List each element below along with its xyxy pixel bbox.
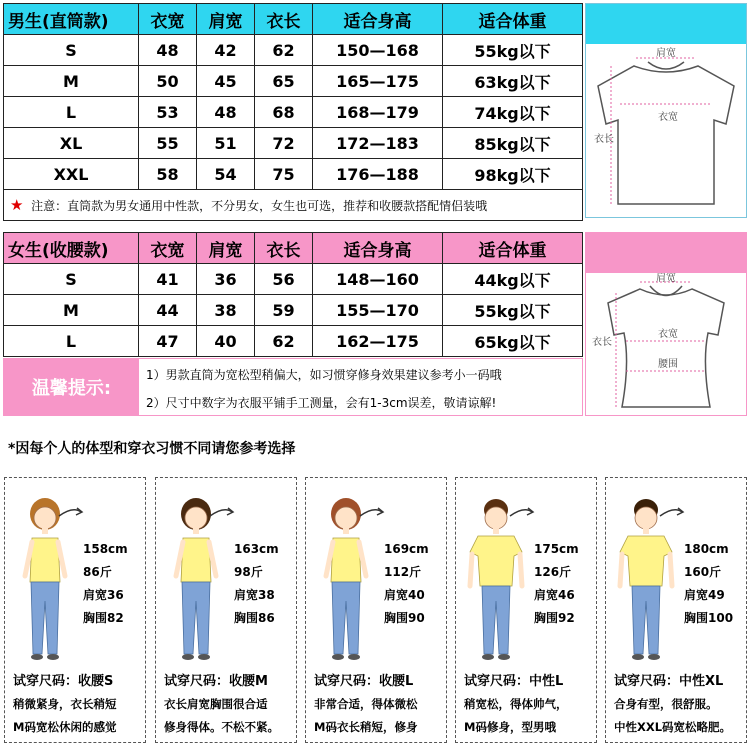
- model-caption: [314, 670, 444, 739]
- men-note-row: [4, 190, 583, 221]
- model-stats: [534, 538, 579, 630]
- model-stats: [234, 538, 279, 630]
- women-diagram-shoulder: 肩宽: [656, 273, 676, 284]
- model-size: 试穿尺码：收腰M: [164, 674, 268, 689]
- model-card: [455, 477, 597, 743]
- men-table-cell: 168—179: [313, 97, 443, 128]
- men-table-cell: 45: [197, 66, 255, 97]
- model-weight: 112斤: [384, 565, 422, 579]
- women-diagram-width: 衣宽: [658, 329, 678, 340]
- women-shirt-diagram: [585, 232, 747, 416]
- model-comment-1: 稍微紧身，衣长稍短: [13, 697, 117, 711]
- women-diagram-header: [586, 233, 746, 273]
- model-shoulder: 肩宽49: [684, 588, 725, 602]
- men-header-width: 衣宽: [139, 4, 197, 35]
- tips-label: 温馨提示:: [4, 359, 139, 415]
- women-size-table: [3, 232, 583, 357]
- model-height: 158cm: [83, 542, 128, 556]
- women-table-row: [4, 264, 583, 295]
- women-table-cell: 40: [197, 326, 255, 357]
- men-table-row: [4, 35, 583, 66]
- men-size-table: [3, 3, 583, 221]
- men-table-cell: 172—183: [313, 128, 443, 159]
- men-table-cell: 75: [255, 159, 313, 190]
- men-table-cell: 55kg以下: [443, 35, 583, 66]
- men-table-cell: 48: [139, 35, 197, 66]
- model-shoulder: 肩宽36: [83, 588, 124, 602]
- men-table-row: [4, 128, 583, 159]
- men-table-cell: 53: [139, 97, 197, 128]
- men-table-cell: 98kg以下: [443, 159, 583, 190]
- model-card: [305, 477, 447, 743]
- model-stats: [384, 538, 429, 630]
- model-size: 试穿尺码：中性L: [464, 674, 564, 689]
- model-comment-2: 中性XXL码宽松略肥。: [614, 720, 732, 734]
- model-weight: 160斤: [684, 565, 722, 579]
- model-card: [605, 477, 747, 743]
- women-diagram-length: 衣长: [592, 337, 612, 348]
- model-comment-1: 稍宽松，得体帅气，: [464, 697, 568, 711]
- men-table-cell: 62: [255, 35, 313, 66]
- men-table-cell: 48: [197, 97, 255, 128]
- men-shirt-diagram: [585, 3, 747, 218]
- model-stats: [684, 538, 733, 630]
- model-card: [4, 477, 146, 743]
- model-height: 175cm: [534, 542, 579, 556]
- model-height: 169cm: [384, 542, 429, 556]
- women-header-shoulder: 肩宽: [197, 233, 255, 264]
- men-table-cell: 54: [197, 159, 255, 190]
- men-table-row: [4, 159, 583, 190]
- star-icon: ★: [10, 196, 24, 214]
- model-comment-2: M码宽松休闲的感觉: [13, 720, 117, 734]
- women-table-cell: 38: [197, 295, 255, 326]
- model-chest: 胸围82: [83, 611, 124, 625]
- men-table-cell: 165—175: [313, 66, 443, 97]
- women-header-length: 衣长: [255, 233, 313, 264]
- women-header-style: 女生(收腰款): [4, 233, 139, 264]
- women-tshirt-icon: [586, 273, 746, 415]
- women-table-cell: 56: [255, 264, 313, 295]
- tip-line-1: 1）男款直筒为宽松型稍偏大，如习惯穿修身效果建议参考小一码哦: [146, 368, 502, 382]
- model-shoulder: 肩宽46: [534, 588, 575, 602]
- model-comment-2: M码修身，型男哦: [464, 720, 556, 734]
- women-table-row: [4, 295, 583, 326]
- women-header-width: 衣宽: [139, 233, 197, 264]
- women-table-header: [4, 233, 583, 264]
- men-diagram-header: [586, 4, 746, 44]
- men-table-header: [4, 4, 583, 35]
- men-table-cell: XXL: [4, 159, 139, 190]
- women-table-cell: 155—170: [313, 295, 443, 326]
- model-shoulder: 肩宽40: [384, 588, 425, 602]
- men-header-weight: 适合体重: [443, 4, 583, 35]
- women-table-cell: S: [4, 264, 139, 295]
- men-diagram-width: 衣宽: [658, 112, 678, 123]
- men-table-cell: 72: [255, 128, 313, 159]
- women-header-weight: 适合体重: [443, 233, 583, 264]
- model-comment-2: 修身得体。不松不紧。: [164, 720, 279, 734]
- men-table-cell: L: [4, 97, 139, 128]
- men-note: [4, 190, 583, 221]
- model-comment-1: 合身有型，很舒服。: [614, 697, 718, 711]
- men-header-height: 适合身高: [313, 4, 443, 35]
- model-stats: [83, 538, 128, 630]
- model-size: 试穿尺码：中性XL: [614, 674, 724, 689]
- model-caption: [614, 670, 744, 739]
- men-header-shoulder: 肩宽: [197, 4, 255, 35]
- women-table-cell: 41: [139, 264, 197, 295]
- men-header-style: 男生(直筒款): [4, 4, 139, 35]
- model-comment-1: 衣长肩宽胸围很合适: [164, 697, 268, 711]
- model-figure-icon: [456, 486, 536, 666]
- women-diagram-waist: 腰围: [658, 359, 678, 370]
- men-tshirt-icon: [586, 44, 746, 217]
- model-chest: 胸围90: [384, 611, 425, 625]
- model-caption: [164, 670, 294, 739]
- women-table-cell: 44kg以下: [443, 264, 583, 295]
- model-height: 180cm: [684, 542, 729, 556]
- model-figure-icon: [5, 486, 85, 666]
- women-table-cell: 162—175: [313, 326, 443, 357]
- men-table-cell: 58: [139, 159, 197, 190]
- men-diagram-length: 衣长: [594, 134, 614, 145]
- model-weight: 98斤: [234, 565, 263, 579]
- model-figure-icon: [606, 486, 686, 666]
- men-table-cell: 65: [255, 66, 313, 97]
- men-table-cell: 150—168: [313, 35, 443, 66]
- model-comment-1: 非常合适，得体微松: [314, 697, 418, 711]
- reference-headline: *因每个人的体型和穿衣习惯不同请您参考选择: [8, 441, 296, 457]
- model-chest: 胸围100: [684, 611, 734, 625]
- model-card: [155, 477, 297, 743]
- men-table-cell: XL: [4, 128, 139, 159]
- women-table-cell: M: [4, 295, 139, 326]
- men-table-cell: S: [4, 35, 139, 66]
- men-table-cell: 74kg以下: [443, 97, 583, 128]
- tip-line-2: 2）尺寸中数字为衣服平铺手工测量，会有1-3cm误差，敬请谅解!: [146, 396, 497, 410]
- model-height: 163cm: [234, 542, 279, 556]
- men-table-cell: 68: [255, 97, 313, 128]
- model-size: 试穿尺码：收腰S: [13, 674, 114, 689]
- model-size: 试穿尺码：收腰L: [314, 674, 414, 689]
- women-table-cell: 55kg以下: [443, 295, 583, 326]
- men-note-text: 注意：直筒款为男女通用中性款，不分男女，女生也可选，推荐和收腰款搭配情侣装哦: [31, 199, 488, 213]
- model-chest: 胸围92: [534, 611, 575, 625]
- model-chest: 胸围86: [234, 611, 275, 625]
- women-table-cell: 148—160: [313, 264, 443, 295]
- model-weight: 86斤: [83, 565, 112, 579]
- women-table-cell: L: [4, 326, 139, 357]
- women-table-cell: 62: [255, 326, 313, 357]
- women-table-cell: 59: [255, 295, 313, 326]
- model-caption: [464, 670, 594, 739]
- men-header-length: 衣长: [255, 4, 313, 35]
- women-table-cell: 36: [197, 264, 255, 295]
- model-caption: [13, 670, 143, 739]
- men-table-cell: 42: [197, 35, 255, 66]
- men-table-row: [4, 66, 583, 97]
- men-table-cell: 55: [139, 128, 197, 159]
- men-table-cell: 51: [197, 128, 255, 159]
- men-table-cell: 50: [139, 66, 197, 97]
- men-diagram-shoulder: 肩宽: [656, 48, 676, 59]
- model-figure-icon: [306, 486, 386, 666]
- women-table-cell: 44: [139, 295, 197, 326]
- women-table-cell: 65kg以下: [443, 326, 583, 357]
- women-table-cell: 47: [139, 326, 197, 357]
- men-table-cell: M: [4, 66, 139, 97]
- model-comment-2: M码衣长稍短，修身: [314, 720, 418, 734]
- model-figure-icon: [156, 486, 236, 666]
- men-table-cell: 63kg以下: [443, 66, 583, 97]
- women-header-height: 适合身高: [313, 233, 443, 264]
- model-shoulder: 肩宽38: [234, 588, 275, 602]
- men-table-cell: 176—188: [313, 159, 443, 190]
- men-table-cell: 85kg以下: [443, 128, 583, 159]
- model-weight: 126斤: [534, 565, 572, 579]
- women-table-row: [4, 326, 583, 357]
- tips-box: [3, 358, 583, 416]
- men-table-row: [4, 97, 583, 128]
